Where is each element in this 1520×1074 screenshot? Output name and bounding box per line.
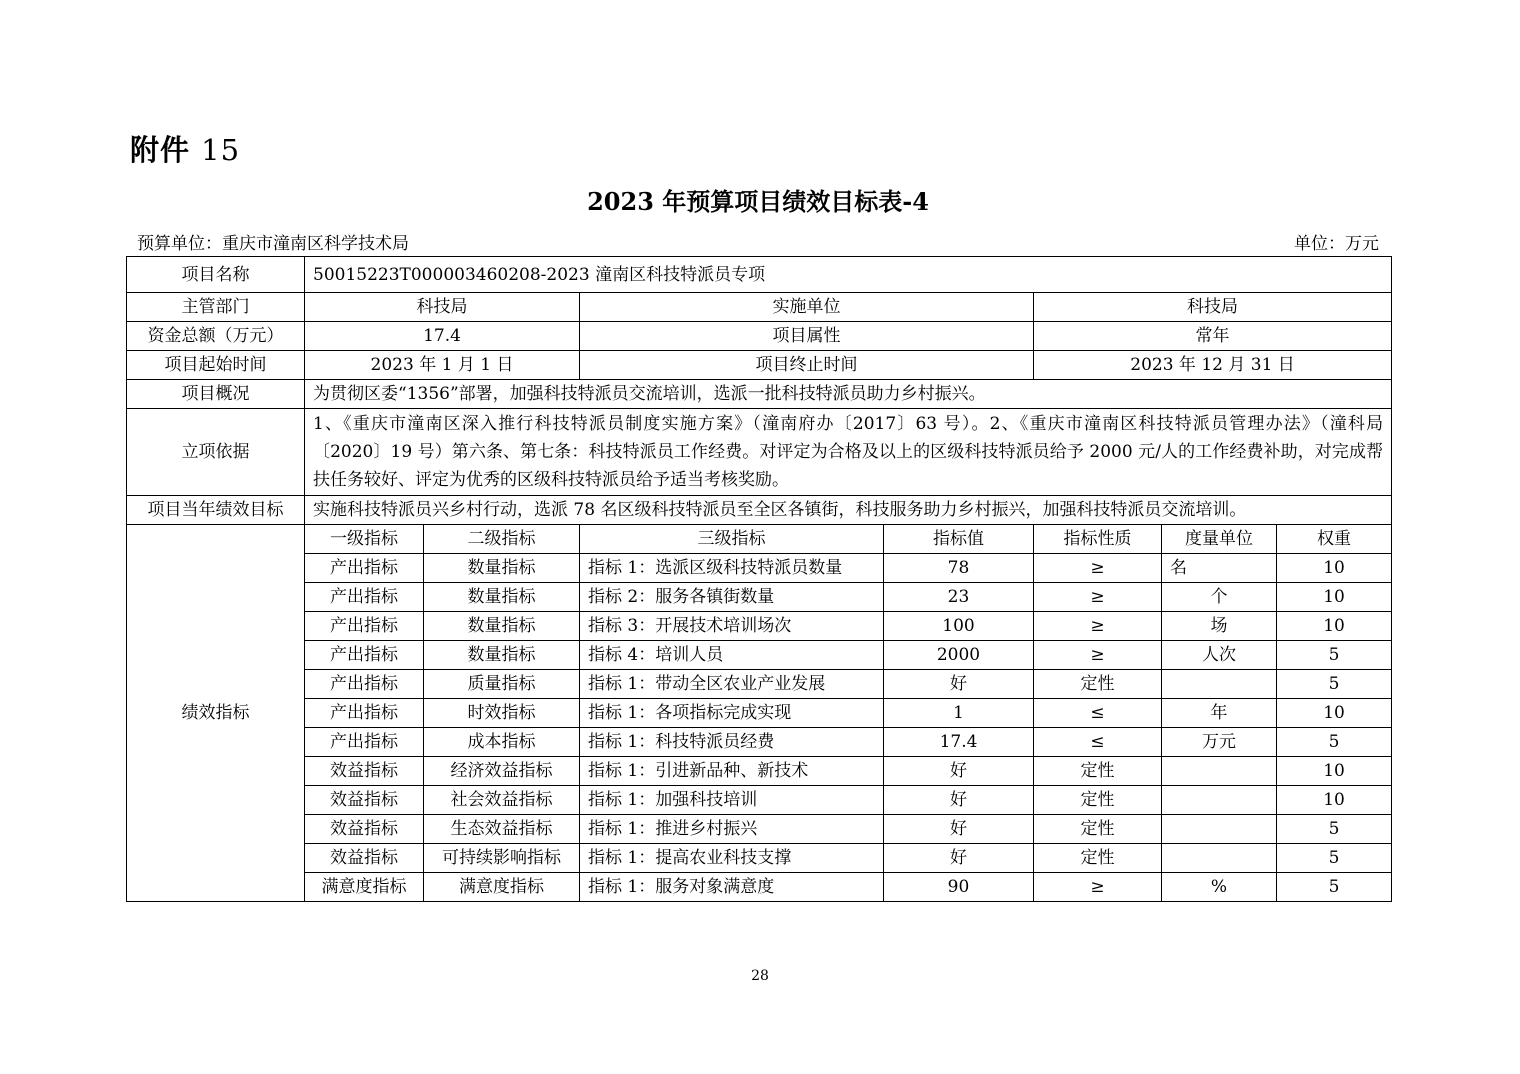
indicator-header-cell: 指标性质 [1034, 525, 1162, 554]
cell-weight: 5 [1277, 815, 1392, 844]
cell-nature: ≤ [1034, 728, 1162, 757]
indicator-header-cell: 权重 [1277, 525, 1392, 554]
cell-level3: 指标 1：提高农业科技支撑 [580, 844, 884, 873]
indicator-row [127, 699, 1392, 728]
cell-nature: 定性 [1034, 844, 1162, 873]
cell-value: 90 [884, 873, 1034, 902]
cell-weight: 5 [1277, 641, 1392, 670]
cell-nature: ≥ [1034, 641, 1162, 670]
cell-unit [1162, 757, 1277, 786]
indicator-row [127, 554, 1392, 583]
row-dates [127, 351, 1392, 380]
cell-weight: 10 [1277, 757, 1392, 786]
cell-unit: 万元 [1162, 728, 1277, 757]
cell-unit [1162, 786, 1277, 815]
indicator-row [127, 786, 1392, 815]
label-department: 主管部门 [127, 293, 305, 322]
cell-value: 2000 [884, 641, 1034, 670]
label-fund-total: 资金总额（万元） [127, 322, 305, 351]
cell-nature: ≥ [1034, 873, 1162, 902]
label-implementing-unit: 实施单位 [580, 293, 1034, 322]
value-implementing-unit: 科技局 [1034, 293, 1392, 322]
cell-level2: 数量指标 [424, 641, 580, 670]
cell-nature: 定性 [1034, 786, 1162, 815]
cell-level3: 指标 1：引进新品种、新技术 [580, 757, 884, 786]
cell-level1: 产出指标 [305, 554, 424, 583]
indicator-row [127, 670, 1392, 699]
cell-value: 好 [884, 815, 1034, 844]
indicator-header-cell: 二级指标 [424, 525, 580, 554]
indicator-row [127, 728, 1392, 757]
cell-value: 1 [884, 699, 1034, 728]
cell-level2: 时效指标 [424, 699, 580, 728]
cell-unit: 场 [1162, 612, 1277, 641]
performance-target-table [126, 256, 1392, 902]
cell-weight: 5 [1277, 670, 1392, 699]
cell-level1: 效益指标 [305, 844, 424, 873]
value-department: 科技局 [305, 293, 580, 322]
cell-nature: ≥ [1034, 583, 1162, 612]
indicator-header-cell: 度量单位 [1162, 525, 1277, 554]
cell-level2: 社会效益指标 [424, 786, 580, 815]
cell-unit [1162, 815, 1277, 844]
cell-level3: 指标 1：选派区级科技特派员数量 [580, 554, 884, 583]
page-number: 28 [751, 968, 769, 984]
label-end-date: 项目终止时间 [580, 351, 1034, 380]
cell-nature: 定性 [1034, 757, 1162, 786]
cell-weight: 10 [1277, 699, 1392, 728]
cell-level1: 满意度指标 [305, 873, 424, 902]
value-project-attribute: 常年 [1034, 322, 1392, 351]
cell-level2: 成本指标 [424, 728, 580, 757]
label-annual-goal: 项目当年绩效目标 [127, 496, 305, 525]
cell-level2: 生态效益指标 [424, 815, 580, 844]
label-start-date: 项目起始时间 [127, 351, 305, 380]
cell-level3: 指标 2：服务各镇街数量 [580, 583, 884, 612]
indicator-header-row [127, 525, 1392, 554]
cell-level1: 产出指标 [305, 583, 424, 612]
value-fund-total: 17.4 [305, 322, 580, 351]
cell-nature: 定性 [1034, 815, 1162, 844]
budget-unit: 预算单位：重庆市潼南区科学技术局 [137, 234, 409, 254]
cell-unit: 个 [1162, 583, 1277, 612]
cell-level1: 产出指标 [305, 728, 424, 757]
attachment-label: 附件 15 [130, 133, 241, 167]
cell-weight: 5 [1277, 728, 1392, 757]
row-department [127, 293, 1392, 322]
cell-weight: 10 [1277, 554, 1392, 583]
cell-unit [1162, 844, 1277, 873]
cell-level1: 效益指标 [305, 815, 424, 844]
cell-weight: 10 [1277, 612, 1392, 641]
cell-weight: 5 [1277, 873, 1392, 902]
cell-level3: 指标 1：科技特派员经费 [580, 728, 884, 757]
cell-value: 好 [884, 844, 1034, 873]
value-end-date: 2023 年 12 月 31 日 [1034, 351, 1392, 380]
value-basis: 1、《重庆市潼南区深入推行科技特派员制度实施方案》（潼南府办〔2017〕63 号）。2、《重庆市潼南区科技特派员管理办法》（潼科局〔2020〕19 号）第六条、第七条：科技特派员工作经费。对评定为合格及以上的区级科技特派员给予 2000 元/人的工作经费补助，对完成帮扶任务较好、评定为优秀的区级科技特派员给予适当考核奖励。 [305, 409, 1392, 496]
row-annual-goal [127, 496, 1392, 525]
indicator-row [127, 612, 1392, 641]
cell-level1: 效益指标 [305, 757, 424, 786]
cell-level2: 数量指标 [424, 612, 580, 641]
cell-unit: 人次 [1162, 641, 1277, 670]
cell-nature: 定性 [1034, 670, 1162, 699]
cell-level2: 数量指标 [424, 583, 580, 612]
cell-nature: ≤ [1034, 699, 1162, 728]
label-project-attribute: 项目属性 [580, 322, 1034, 351]
cell-value: 好 [884, 786, 1034, 815]
indicator-row [127, 844, 1392, 873]
indicator-row [127, 583, 1392, 612]
cell-value: 好 [884, 757, 1034, 786]
label-basis: 立项依据 [127, 409, 305, 496]
cell-level1: 效益指标 [305, 786, 424, 815]
cell-level1: 产出指标 [305, 699, 424, 728]
cell-level1: 产出指标 [305, 612, 424, 641]
cell-level3: 指标 1：带动全区农业产业发展 [580, 670, 884, 699]
cell-unit: 名 [1162, 554, 1277, 583]
cell-level3: 指标 1：推进乡村振兴 [580, 815, 884, 844]
cell-level1: 产出指标 [305, 670, 424, 699]
currency-unit: 单位：万元 [1294, 234, 1379, 254]
cell-nature: ≥ [1034, 554, 1162, 583]
value-project-name: 50015223T000003460208-2023 潼南区科技特派员专项 [305, 257, 1392, 293]
cell-level3: 指标 1：加强科技培训 [580, 786, 884, 815]
cell-level3: 指标 1：服务对象满意度 [580, 873, 884, 902]
indicator-header-cell: 三级指标 [580, 525, 884, 554]
cell-level2: 满意度指标 [424, 873, 580, 902]
value-start-date: 2023 年 1 月 1 日 [305, 351, 580, 380]
cell-level3: 指标 4：培训人员 [580, 641, 884, 670]
indicator-header-cell: 一级指标 [305, 525, 424, 554]
cell-value: 17.4 [884, 728, 1034, 757]
row-overview [127, 380, 1392, 409]
cell-value: 23 [884, 583, 1034, 612]
cell-weight: 10 [1277, 583, 1392, 612]
cell-level2: 质量指标 [424, 670, 580, 699]
label-performance-indicators: 绩效指标 [127, 525, 305, 902]
document-title: 2023 年预算项目绩效目标表-4 [587, 187, 929, 216]
cell-weight: 10 [1277, 786, 1392, 815]
cell-level3: 指标 3：开展技术培训场次 [580, 612, 884, 641]
cell-level3: 指标 1：各项指标完成实现 [580, 699, 884, 728]
cell-nature: ≥ [1034, 612, 1162, 641]
cell-level1: 产出指标 [305, 641, 424, 670]
cell-unit: % [1162, 873, 1277, 902]
row-project-name [127, 257, 1392, 293]
value-annual-goal: 实施科技特派员兴乡村行动，选派 78 名区级科技特派员至全区各镇街，科技服务助力乡村振兴，加强科技特派员交流培训。 [305, 496, 1392, 525]
value-overview: 为贯彻区委“1356”部署，加强科技特派员交流培训，选派一批科技特派员助力乡村振兴。 [305, 380, 1392, 409]
indicator-row [127, 641, 1392, 670]
indicator-header-cell: 指标值 [884, 525, 1034, 554]
attachment-number: 15 [201, 133, 241, 167]
row-fund [127, 322, 1392, 351]
cell-unit [1162, 670, 1277, 699]
cell-level2: 数量指标 [424, 554, 580, 583]
indicator-row [127, 873, 1392, 902]
cell-level2: 可持续影响指标 [424, 844, 580, 873]
cell-value: 78 [884, 554, 1034, 583]
label-project-name: 项目名称 [127, 257, 305, 293]
cell-level2: 经济效益指标 [424, 757, 580, 786]
cell-unit: 年 [1162, 699, 1277, 728]
cell-value: 好 [884, 670, 1034, 699]
cell-value: 100 [884, 612, 1034, 641]
indicator-row [127, 815, 1392, 844]
row-basis [127, 409, 1392, 496]
cell-weight: 5 [1277, 844, 1392, 873]
indicator-row [127, 757, 1392, 786]
label-overview: 项目概况 [127, 380, 305, 409]
